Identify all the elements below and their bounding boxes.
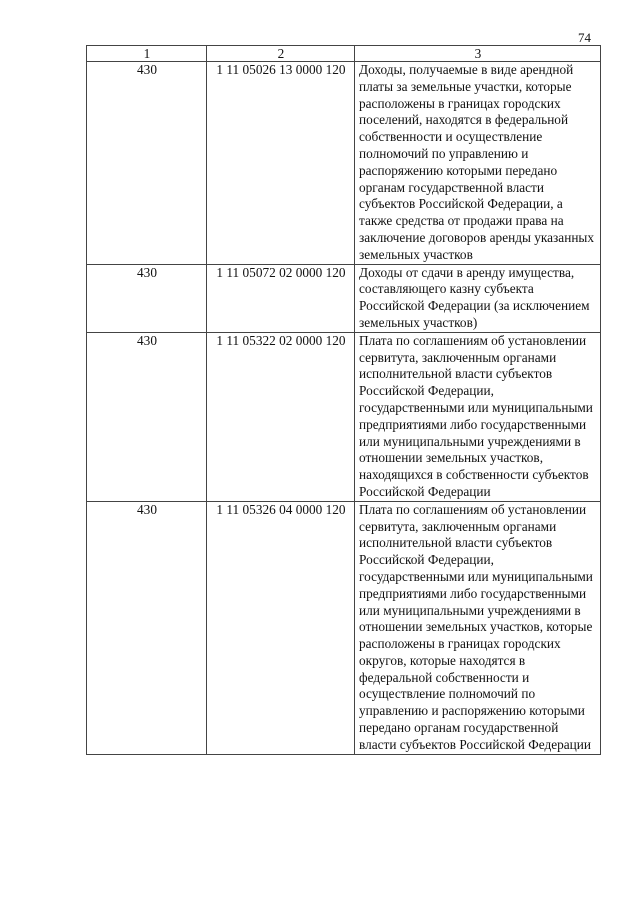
income-code-cell: 1 11 05026 13 0000 120	[207, 62, 355, 265]
table-row	[87, 332, 601, 501]
table-row	[87, 62, 601, 265]
income-code-cell: 1 11 05072 02 0000 120	[207, 264, 355, 332]
description-cell: Доходы, получаемые в виде арендной платы за земельные участки, которые расположены в границах городских поселений, находятся в федеральной собственности и осуществление полномочий по управлению и распоряжению которыми передано органам государственной власти субъектов Российской Федерации, а также средства от продажи права на заключение договоров аренды указанных земельных участков	[355, 62, 601, 265]
column-header-2: 2	[207, 46, 355, 62]
column-header-3: 3	[355, 46, 601, 62]
description-cell: Плата по соглашениям об установлении сервитута, заключенным органами исполнительной власти субъектов Российской Федерации, государственными или муниципальными предприятиями либо государственными или муниципальными учреждениями в отношении земельных участков, которые расположены в границах городских округов, которые находятся в федеральной собственности и осуществление полномочий по управлению и распоряжению которыми передано органам государственной власти субъектов Российской Федерации	[355, 501, 601, 754]
income-code-cell: 1 11 05322 02 0000 120	[207, 332, 355, 501]
table-row	[87, 264, 601, 332]
admin-code-cell: 430	[87, 501, 207, 754]
income-codes-table	[86, 45, 601, 755]
admin-code-cell: 430	[87, 264, 207, 332]
admin-code-cell: 430	[87, 332, 207, 501]
income-code-cell: 1 11 05326 04 0000 120	[207, 501, 355, 754]
column-header-1: 1	[87, 46, 207, 62]
page-number: 74	[578, 30, 591, 45]
table-row	[87, 501, 601, 754]
description-cell: Доходы от сдачи в аренду имущества, составляющего казну субъекта Российской Федерации (за исключением земельных участков)	[355, 264, 601, 332]
admin-code-cell: 430	[87, 62, 207, 265]
table-header-row	[87, 46, 601, 62]
description-cell: Плата по соглашениям об установлении сервитута, заключенным органами исполнительной власти субъектов Российской Федерации, государственными или муниципальными предприятиями либо государственными или муниципальными учреждениями в отношении земельных участков, находящихся в собственности субъектов Российской Федерации	[355, 332, 601, 501]
